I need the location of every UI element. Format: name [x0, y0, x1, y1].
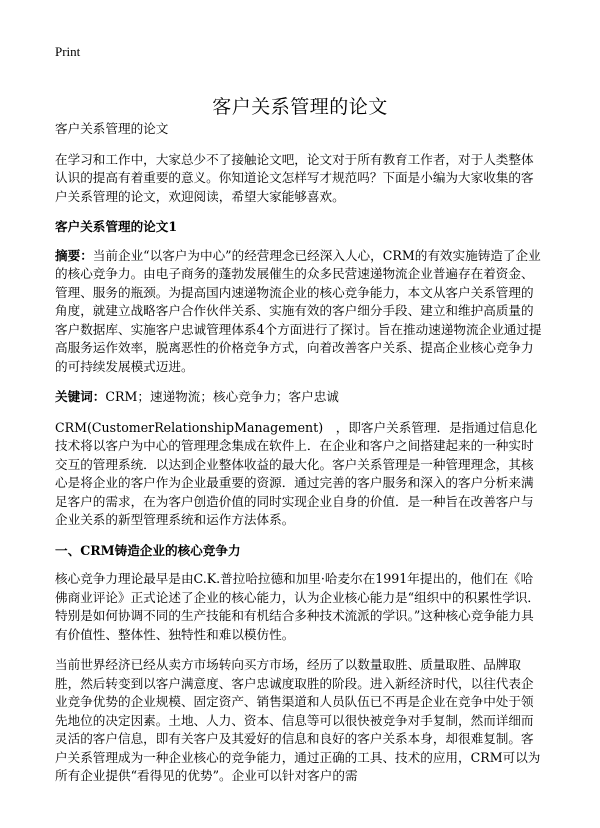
document-subtitle: 客户关系管理的论文	[55, 121, 169, 136]
document-body	[55, 120, 545, 798]
keywords-label: 关键词：	[55, 389, 106, 404]
keywords-text: CRM；速递物流；核心竞争力；客户忠诚	[105, 389, 339, 404]
abstract-label: 摘要：	[55, 247, 93, 263]
abstract-text: 当前企业“以客户为中心”的经营理念已经深入人心，CRM的有效实施铸造了企业的核心竞争力。由电子商务的蓬勃发展催生的众多民营速递物流企业普遍存在着资金、管理、服务的瓶颈。为提高国内速递物流企业的核心竞争能力，本文从客户关系管理的角度，就建立战略客户合作伙伴关系、实施有效的客户细分手段、建立和维护高质量的客户数据库、实施客户忠诚管理体系4个方面进行了探讨。旨在推动速递物流企业通过提高服务运作效率，脱离恶性的价格竞争方式，向着改善客户关系、提高企业核心竞争力的可持续发展模式迈进。	[55, 247, 542, 374]
keywords-paragraph	[55, 388, 545, 407]
section-heading-2: 一、CRM铸造企业的核心竞争力	[55, 542, 241, 558]
section-heading-1: 客户关系管理的论文1	[55, 219, 178, 234]
document-title: 客户关系管理的论文	[212, 95, 388, 118]
market-paragraph: 当前世界经济已经从卖方市场转向买方市场，经历了以数量取胜、质量取胜、品牌取胜，然后转变到以客户满意度、客户忠诚度取胜的阶段。进入新经济时代，以往代表企业竞争优势的企业规模、固定资产、销售渠道和人员队伍已不再是企业在竞争中处于领先地位的决定因素。土地、人力、资本、信息等可以很快被竞争对手复制，然而详细而灵活的客户信息，即有关客户及其爱好的信息和良好的客户关系本身，却很难复制。客户关系管理成为一种企业核心的竞争能力，通过正确的工具、技术的应用，CRM可以为所有企业提供“看得见的优势”。企业可以针对客户的需	[55, 657, 541, 783]
abstract-paragraph	[55, 247, 545, 377]
core-competence-paragraph: 核心竞争力理论最早是由C.K.普拉哈拉德和加里·哈麦尔在1991年提出的，他们在《哈佛商业评论》正式论述了企业的核心能力，认为企业核心能力是“组织中的积累性学识．特别是如何协调不同的生产技能和有机结合多种技术流派的学识。”这种核心竞争能力具有价值性、整体性、独特性和难以模仿性。	[55, 571, 541, 642]
intro-paragraph: 在学习和工作中，大家总少不了接触论文吧，论文对于所有教育工作者，对于人类整体认识的提高有着重要的意义。你知道论文怎样写才规范吗？下面是小编为大家收集的客户关系管理的论文，欢迎阅读，希望大家能够喜欢。	[55, 151, 534, 204]
print-link[interactable]: Print	[55, 44, 81, 59]
crm-definition-paragraph: CRM(CustomerRelationshipManagement) ，即客户关系管理．是指通过信息化技术将以客户为中心的管理理念集成在软件上．在企业和客户之间搭建起来的一种实时交互的管理系统．以达到企业整体收益的最大化。客户关系管理是一种管理理念，其核心是将企业的客户作为企业最重要的资源．通过完善的客户服务和深入的客户分析来满足客户的需求，在为客户创造价值的同时实现企业自身的价值．是一种旨在改善客户与企业关系的新型管理系统和运作方法体系。	[55, 419, 538, 527]
